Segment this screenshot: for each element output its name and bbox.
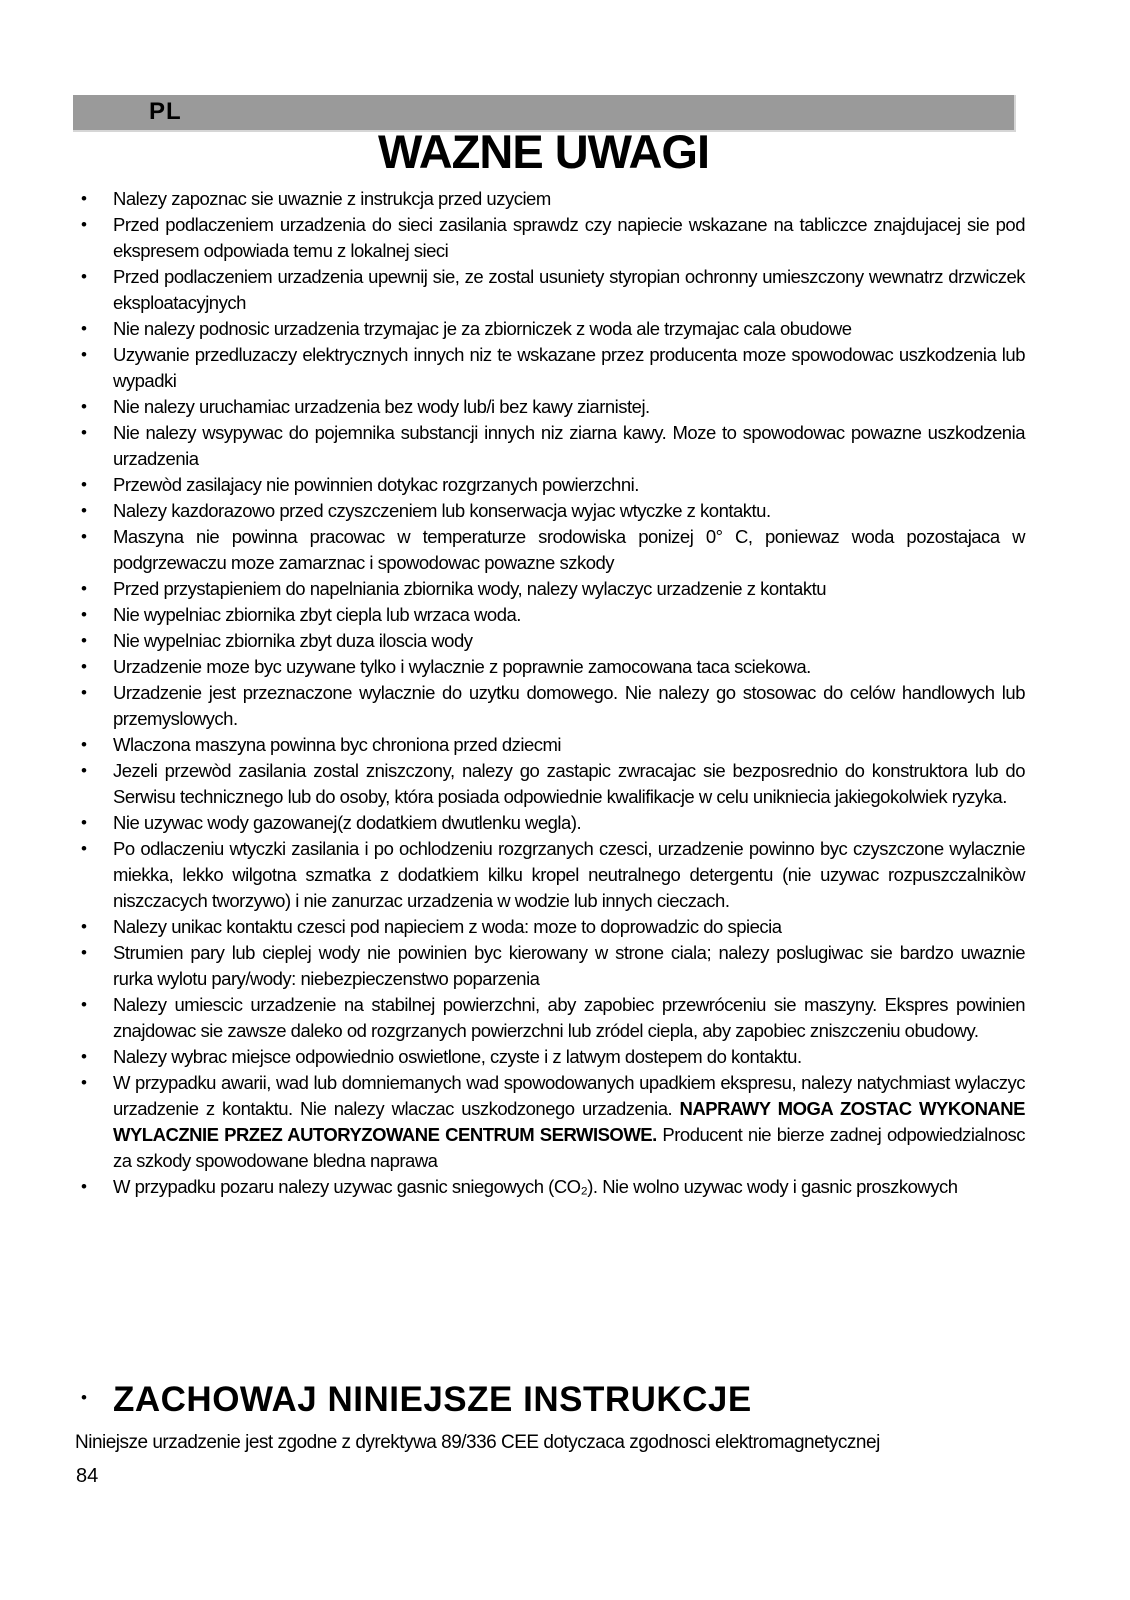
list-item	[75, 316, 1025, 342]
list-item	[75, 628, 1025, 654]
list-item-text: Nie nalezy wsypywac do pojemnika substancji innych niz ziarna kawy. Moze to spowodowac powazne uszkodzenia urzadzenia	[113, 422, 1025, 469]
list-item-text: Urzadzenie moze byc uzywane tylko i wylacznie z poprawnie zamocowana taca sciekowa.	[113, 656, 811, 677]
list-item	[75, 992, 1025, 1044]
list-item	[75, 914, 1025, 940]
list-item-text: Nie wypelniac zbiornika zbyt duza iloscia wody	[113, 630, 473, 651]
list-item-text-bold: NAPRAWY MOGA ZOSTAC WYKONANE WYLACZNIE PRZEZ AUTORYZOWANE CENTRUM SERWISOWE.	[113, 1098, 1025, 1145]
list-item-text: W przypadku awarii, wad lub domniemanych wad spowodowanych upadkiem ekspresu, nalezy natychmiast wylaczyc urzadzenie z kontaktu. Nie nalezy wlaczac uszkodzonego urzadzenia.	[113, 1072, 1025, 1119]
list-item-text: Maszyna nie powinna pracowac w temperaturze srodowiska ponizej 0° C, poniewaz woda pozostajaca w podgrzewaczu moze zamarznac i spowodowac powazne szkody	[113, 526, 1025, 573]
list-item	[75, 1044, 1025, 1070]
list-item	[75, 810, 1025, 836]
list-item-text: Nalezy umiescic urzadzenie na stabilnej powierzchni, aby zapobiec przewróceniu sie maszyny. Ekspres powinien znajdowac sie zawsze daleko od rozgrzanych powierzchni lub zródel ciepla, aby zapobiec zniszczeniu obudowy.	[113, 994, 1025, 1041]
list-item	[75, 576, 1025, 602]
list-item	[75, 264, 1025, 316]
list-item	[75, 420, 1025, 472]
safety-list	[75, 186, 1025, 1200]
list-item-text: Przed przystapieniem do napelniania zbiornika wody, nalezy wylaczyc urzadzenie z kontaktu	[113, 578, 827, 599]
save-instructions-heading: ZACHOWAJ NINIEJSZE INSTRUKCJE	[113, 1380, 752, 1419]
list-item	[75, 602, 1025, 628]
list-item-text: Nalezy zapoznac sie uwaznie z instrukcja przed uzyciem	[113, 188, 551, 209]
list-item	[75, 342, 1025, 394]
list-item-text: Nie wypelniac zbiornika zbyt ciepla lub wrzaca woda.	[113, 604, 521, 625]
list-item-text: Po odlaczeniu wtyczki zasilania i po ochlodzeniu rozgrzanych czesci, urzadzenie powinno byc czyszczone wylacznie miekka, lekko wilgotna szmatka z dodatkiem kilku kropel neutralnego detergentu (nie uzywac rozpuszczalnikòw niszczacych tworzywo) i nie zanurzac urzadzenia w wodzie lub innych cieczach.	[113, 838, 1025, 911]
list-item	[75, 758, 1025, 810]
list-item-text: Nie nalezy uruchamiac urzadzenia bez wody lub/i bez kawy ziarnistej.	[113, 396, 650, 417]
page-number: 84	[76, 1465, 99, 1487]
compliance-note: Niniejsze urzadzenie jest zgodne z dyrektywa 89/336 CEE dotyczaca zgodnosci elektromagnetycznej	[75, 1432, 880, 1453]
save-instructions-row	[75, 1378, 1025, 1422]
list-item	[75, 654, 1025, 680]
list-item	[75, 394, 1025, 420]
list-item-text: Przed podlaczeniem urzadzenia do sieci zasilania sprawdz czy napiecie wskazane na tabliczce znajdujacej sie pod ekspresem odpowiada temu z lokalnej sieci	[113, 214, 1025, 261]
list-item-text: W przypadku pozaru nalezy uzywac gasnic sniegowych (CO₂). Nie wolno uzywac wody i gasnic proszkowych	[113, 1176, 958, 1197]
list-item-text: Producent nie bierze zadnej odpowiedzialnosc za szkody spowodowane bledna naprawa	[113, 1124, 1025, 1171]
list-item-text: Uzywanie przedluzaczy elektrycznych innych niz te wskazane przez producenta moze spowodowac uszkodzenia lub wypadki	[113, 344, 1025, 391]
list-item	[75, 212, 1025, 264]
list-item	[75, 1174, 1025, 1200]
list-item-text: Nalezy wybrac miejsce odpowiednio oswietlone, czyste i z latwym dostepem do kontaktu.	[113, 1046, 802, 1067]
list-item-text: Strumien pary lub cieplej wody nie powinien byc kierowany w strone ciala; nalezy poslugiwac sie bardzo uwaznie rurka wylotu pary/wody: niebezpieczenstwo poparzenia	[113, 942, 1025, 989]
list-item-text: Nalezy kazdorazowo przed czyszczeniem lub konserwacja wyjac wtyczke z kontaktu.	[113, 500, 771, 521]
language-tag: PL	[149, 98, 182, 125]
list-item	[75, 940, 1025, 992]
list-item-text: Jezeli przewòd zasilania zostal zniszczony, nalezy go zastapic zwracajac sie bezposrednio do konstruktora lub do Serwisu technicznego lub do osoby, która posiada odpowiednie kwalifikacje w celu unikniecia jakiegokolwiek ryzyka.	[113, 760, 1025, 807]
list-item	[75, 680, 1025, 732]
list-item	[75, 498, 1025, 524]
list-item	[75, 732, 1025, 758]
list-item-text: Przed podlaczeniem urzadzenia upewnij sie, ze zostal usuniety styropian ochronny umieszczony wewnatrz drzwiczek eksploatacyjnych	[113, 266, 1025, 313]
list-item	[75, 186, 1025, 212]
page-title: WAZNE UWAGI	[377, 125, 710, 178]
list-item-text: Przewòd zasilajacy nie powinnien dotykac rozgrzanych powierzchni.	[113, 474, 639, 495]
list-item	[75, 472, 1025, 498]
list-item-text: Urzadzenie jest przeznaczone wylacznie do uzytku domowego. Nie nalezy go stosowac do celów handlowych lub przemyslowych.	[113, 682, 1025, 729]
list-item	[75, 836, 1025, 914]
list-item-text: Nalezy unikac kontaktu czesci pod napieciem z woda: moze to doprowadzic do spiecia	[113, 916, 782, 937]
list-item-text: Nie nalezy podnosic urzadzenia trzymajac je za zbiorniczek z woda ale trzymajac cala obudowe	[113, 318, 852, 339]
list-item	[75, 524, 1025, 576]
list-item	[75, 1070, 1025, 1174]
list-item-text: Wlaczona maszyna powinna byc chroniona przed dziecmi	[113, 734, 562, 755]
bullet-icon: •	[81, 1388, 87, 1407]
list-item-text: Nie uzywac wody gazowanej(z dodatkiem dwutlenku wegla).	[113, 812, 582, 833]
